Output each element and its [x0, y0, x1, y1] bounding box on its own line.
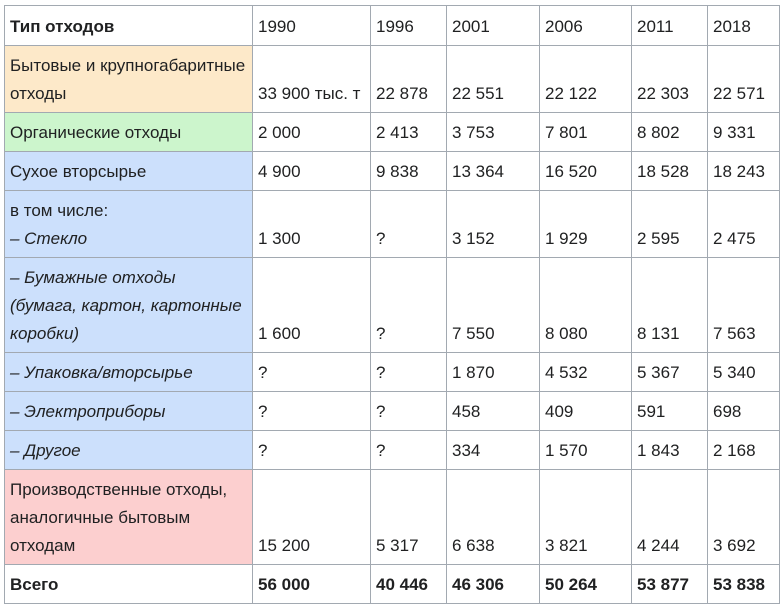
cell-value: 591 — [632, 392, 708, 431]
cell-value: 4 244 — [632, 470, 708, 565]
cell-value: 4 532 — [540, 353, 632, 392]
cell-value: 1 870 — [447, 353, 540, 392]
row-label-packaging — [5, 353, 253, 392]
header-year-2006: 2006 — [540, 6, 632, 46]
header-year-2011: 2011 — [632, 6, 708, 46]
cell-value: 5 317 — [371, 470, 447, 565]
cell-value: 5 367 — [632, 353, 708, 392]
total-value: 53 877 — [632, 565, 708, 604]
cell-value: 13 364 — [447, 152, 540, 191]
row-label-text: Органические отходы — [10, 123, 182, 142]
cell-value: 1 843 — [632, 431, 708, 470]
table-row — [5, 470, 780, 565]
cell-value: ? — [371, 353, 447, 392]
table-row — [5, 46, 780, 113]
row-label-other — [5, 431, 253, 470]
row-label-text: Бытовые и крупногабаритные отходы — [10, 56, 246, 103]
header-year-2018: 2018 — [708, 6, 780, 46]
cell-value: 1 570 — [540, 431, 632, 470]
total-value: 46 306 — [447, 565, 540, 604]
cell-value: 4 900 — [253, 152, 371, 191]
cell-value: 8 131 — [632, 258, 708, 353]
table-row — [5, 258, 780, 353]
cell-value: 3 753 — [447, 113, 540, 152]
cell-value: ? — [371, 392, 447, 431]
cell-value: 3 152 — [447, 191, 540, 258]
row-label-organic — [5, 113, 253, 152]
cell-value: 409 — [540, 392, 632, 431]
row-label-text: Производственные отходы, аналогичные бытовым отходам — [10, 480, 228, 555]
cell-value: 5 340 — [708, 353, 780, 392]
cell-value: 458 — [447, 392, 540, 431]
total-value: 53 838 — [708, 565, 780, 604]
cell-value: 16 520 — [540, 152, 632, 191]
cell-value: ? — [253, 431, 371, 470]
cell-value: 2 000 — [253, 113, 371, 152]
cell-value: ? — [371, 431, 447, 470]
total-value: 56 000 — [253, 565, 371, 604]
cell-value: 18 243 — [708, 152, 780, 191]
cell-value: 698 — [708, 392, 780, 431]
header-type-label: Тип отходов — [5, 6, 253, 46]
row-label-dry-recyclables — [5, 152, 253, 191]
cell-value: 15 200 — [253, 470, 371, 565]
header-year-1996: 1996 — [371, 6, 447, 46]
row-label-text: – Бумажные отходы (бумага, картон, картонные коробки) — [10, 268, 242, 343]
total-row — [5, 565, 780, 604]
cell-value: 33 900 тыс. т — [253, 46, 371, 113]
table-body — [5, 6, 780, 604]
cell-value: 22 571 — [708, 46, 780, 113]
row-label-text: – Стекло — [10, 229, 88, 248]
table-row — [5, 152, 780, 191]
cell-value: 22 303 — [632, 46, 708, 113]
cell-value: 7 563 — [708, 258, 780, 353]
header-year-1990: 1990 — [253, 6, 371, 46]
row-label-paper — [5, 258, 253, 353]
cell-value: 7 801 — [540, 113, 632, 152]
total-label: Всего — [5, 565, 253, 604]
waste-table — [4, 5, 780, 604]
cell-value: 2 475 — [708, 191, 780, 258]
cell-value: 3 821 — [540, 470, 632, 565]
cell-value: 18 528 — [632, 152, 708, 191]
table-row — [5, 353, 780, 392]
cell-value: 2 595 — [632, 191, 708, 258]
table-row — [5, 191, 780, 258]
row-label-prefix: в том числе: — [10, 201, 109, 220]
cell-value: 9 331 — [708, 113, 780, 152]
cell-value: 7 550 — [447, 258, 540, 353]
table-row — [5, 392, 780, 431]
row-label-household — [5, 46, 253, 113]
cell-value: 8 080 — [540, 258, 632, 353]
cell-value: 334 — [447, 431, 540, 470]
cell-value: ? — [371, 258, 447, 353]
cell-value: ? — [253, 392, 371, 431]
total-value: 50 264 — [540, 565, 632, 604]
cell-value: ? — [253, 353, 371, 392]
row-label-text: – Упаковка/вторсырье — [10, 363, 193, 382]
row-label-text: – Электроприборы — [10, 402, 166, 421]
cell-value: 2 413 — [371, 113, 447, 152]
cell-value: 3 692 — [708, 470, 780, 565]
cell-value: 8 802 — [632, 113, 708, 152]
total-value: 40 446 — [371, 565, 447, 604]
cell-value: 1 600 — [253, 258, 371, 353]
cell-value: 2 168 — [708, 431, 780, 470]
cell-value: ? — [371, 191, 447, 258]
row-label-industrial — [5, 470, 253, 565]
cell-value: 1 929 — [540, 191, 632, 258]
cell-value: 6 638 — [447, 470, 540, 565]
header-year-2001: 2001 — [447, 6, 540, 46]
row-label-glass — [5, 191, 253, 258]
table-row — [5, 431, 780, 470]
cell-value: 1 300 — [253, 191, 371, 258]
cell-value: 9 838 — [371, 152, 447, 191]
table-row — [5, 113, 780, 152]
cell-value: 22 122 — [540, 46, 632, 113]
row-label-text: Сухое вторсырье — [10, 162, 147, 181]
row-label-electronics — [5, 392, 253, 431]
cell-value: 22 551 — [447, 46, 540, 113]
row-label-text: – Другое — [10, 441, 81, 460]
header-row — [5, 6, 780, 46]
cell-value: 22 878 — [371, 46, 447, 113]
